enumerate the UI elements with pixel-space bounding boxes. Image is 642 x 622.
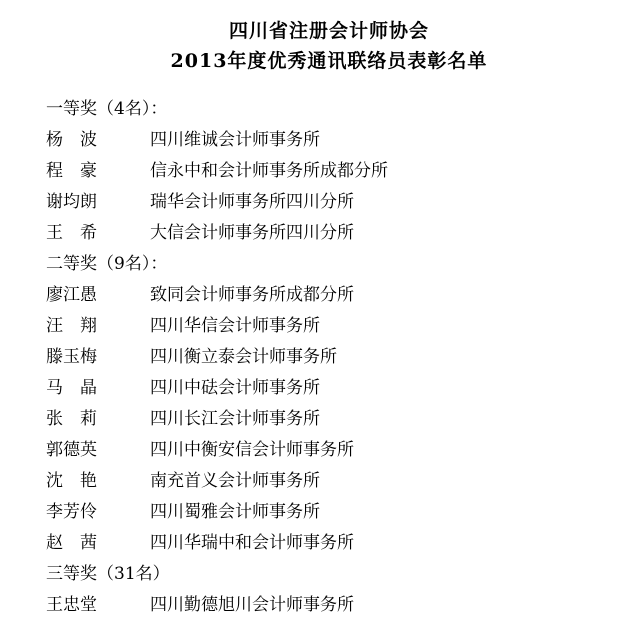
awardee-firm: 四川华信会计师事务所	[150, 316, 320, 336]
document-title	[44, 16, 614, 76]
list-item	[44, 218, 614, 249]
awardee-firm: 致同会计师事务所成都分所	[150, 285, 354, 305]
awardee-name: 张 莉	[46, 409, 97, 429]
awardee-name: 赵 茜	[46, 533, 97, 553]
list-item	[44, 466, 614, 497]
awardee-firm: 四川蜀雅会计师事务所	[150, 502, 320, 522]
section-heading-first-prize: 一等奖（4名）：	[46, 99, 168, 119]
awardee-firm: 四川华瑞中和会计师事务所	[150, 533, 354, 553]
awardee-name: 沈 艳	[46, 471, 97, 491]
awardee-firm: 大信会计师事务所四川分所	[150, 223, 354, 243]
section-heading-second-prize: 二等奖（9名）：	[46, 254, 168, 274]
list-item	[44, 156, 614, 187]
list-item	[44, 280, 614, 311]
awardee-name: 杨 波	[46, 130, 97, 150]
award-list	[44, 94, 614, 621]
awardee-firm: 四川中衡安信会计师事务所	[150, 440, 354, 460]
title-line-1: 四川省注册会计师协会	[228, 20, 429, 42]
awardee-firm: 四川中砝会计师事务所	[150, 378, 320, 398]
awardee-name: 程 豪	[46, 161, 97, 181]
awardee-name: 滕玉梅	[46, 347, 97, 367]
awardee-name: 李芳伶	[46, 502, 97, 522]
list-item	[44, 342, 614, 373]
list-item	[44, 404, 614, 435]
title-line-2: 2013年度优秀通讯联络员表彰名单	[170, 50, 488, 72]
section-heading-third-prize: 三等奖（31名）	[46, 564, 170, 584]
list-item	[44, 590, 614, 621]
awardee-name: 廖江愚	[46, 285, 97, 305]
list-item	[44, 497, 614, 528]
awardee-name: 马 晶	[46, 378, 97, 398]
awardee-firm: 四川维诚会计师事务所	[150, 130, 320, 150]
list-item	[44, 435, 614, 466]
awardee-firm: 四川勤德旭川会计师事务所	[150, 595, 354, 615]
awardee-name: 王忠堂	[46, 595, 97, 615]
list-item	[44, 187, 614, 218]
awardee-firm: 南充首义会计师事务所	[150, 471, 320, 491]
list-item	[44, 373, 614, 404]
awardee-name: 郭德英	[46, 440, 97, 460]
awardee-firm: 信永中和会计师事务所成都分所	[150, 161, 388, 181]
awardee-name: 汪 翔	[46, 316, 97, 336]
list-item	[44, 528, 614, 559]
awardee-firm: 四川长江会计师事务所	[150, 409, 320, 429]
awardee-name: 王 希	[46, 223, 97, 243]
awardee-firm: 瑞华会计师事务所四川分所	[150, 192, 354, 212]
list-item	[44, 311, 614, 342]
awardee-firm: 四川衡立泰会计师事务所	[150, 347, 337, 367]
list-item	[44, 125, 614, 156]
awardee-name: 谢均朗	[46, 192, 97, 212]
